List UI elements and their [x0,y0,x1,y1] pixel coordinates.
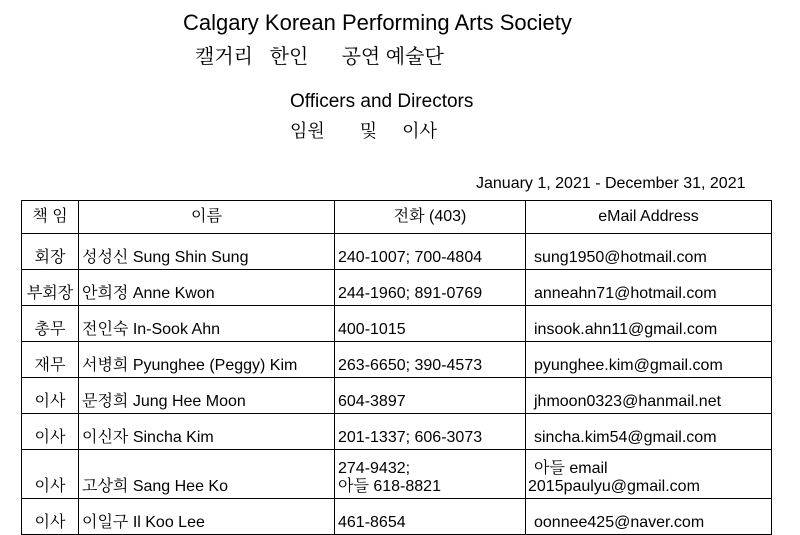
column-header-position: 책 임 [22,201,79,234]
name-cell: 서병희 Pyunghee (Peggy) Kim [79,342,335,378]
position-cell: 부회장 [22,270,79,306]
phone-line: 아들 618-8821 [338,478,441,495]
name-cell: 이신자 Sincha Kim [79,414,335,450]
officers-table [21,200,772,535]
email-note: 아들 email [534,460,608,477]
name-cell: 성성신 Sung Shin Sung [79,234,335,270]
email-cell: jhmoon0323@hanmail.net [526,378,772,414]
position-cell: 이사 [22,499,79,535]
table-row [22,414,772,450]
column-header-email: eMail Address [526,201,772,234]
phone-cell: 263-6650; 390-4573 [335,342,526,378]
phone-cell: 461-8654 [335,499,526,535]
email-cell [526,450,772,499]
name-cell: 문정희 Jung Hee Moon [79,378,335,414]
table-header-row [22,201,772,234]
phone-cell: 201-1337; 606-3073 [335,414,526,450]
email-cell: pyunghee.kim@gmail.com [526,342,772,378]
position-cell: 이사 [22,414,79,450]
phone-cell: 240-1007; 700-4804 [335,234,526,270]
email-cell: insook.ahn11@gmail.com [526,306,772,342]
email-cell: sung1950@hotmail.com [526,234,772,270]
table-row [22,342,772,378]
position-cell: 재무 [22,342,79,378]
section-title-english: Officers and Directors [290,91,474,112]
organization-name-korean: 캘거리 한인 공연 예술단 [195,46,444,68]
term-dates: January 1, 2021 - December 31, 2021 [476,175,746,192]
email-cell: anneahn71@hotmail.com [526,270,772,306]
phone-line: 274-9432; [338,460,411,477]
table-row [22,306,772,342]
table-row [22,234,772,270]
table-row [22,450,772,499]
name-cell: 고상희 Sang Hee Ko [79,450,335,499]
email-line: 2015paulyu@gmail.com [528,478,700,495]
phone-cell [335,450,526,499]
phone-cell: 400-1015 [335,306,526,342]
position-cell: 총무 [22,306,79,342]
column-header-name: 이름 [79,201,335,234]
position-cell: 이사 [22,450,79,499]
email-cell: sincha.kim54@gmail.com [526,414,772,450]
name-cell: 전인숙 In-Sook Ahn [79,306,335,342]
column-header-phone: 전화 (403) [335,201,526,234]
position-cell: 이사 [22,378,79,414]
organization-name-english: Calgary Korean Performing Arts Society [183,10,572,35]
email-cell: oonnee425@naver.com [526,499,772,535]
position-cell: 회장 [22,234,79,270]
name-cell: 이일구 Il Koo Lee [79,499,335,535]
phone-cell: 244-1960; 891-0769 [335,270,526,306]
table-row [22,499,772,535]
name-cell: 안희정 Anne Kwon [79,270,335,306]
section-title-korean: 임원 및 이사 [290,121,437,141]
table-row [22,270,772,306]
table-row [22,378,772,414]
phone-cell: 604-3897 [335,378,526,414]
